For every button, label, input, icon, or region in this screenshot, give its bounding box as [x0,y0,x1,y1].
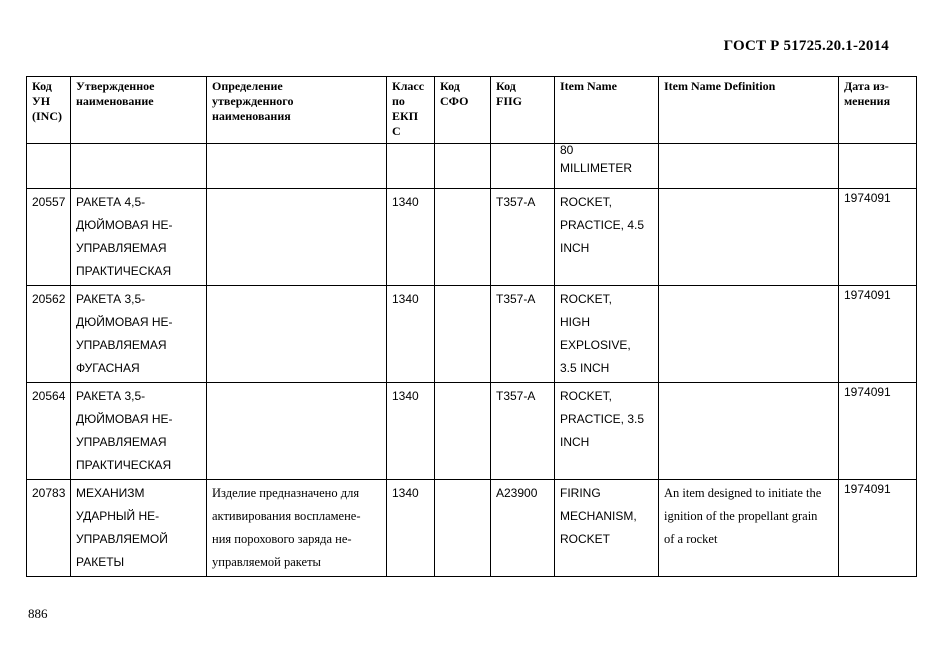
column-header-fiig [491,77,555,144]
definition-cell [207,144,387,189]
sfo-cell [435,286,491,383]
name-cell [71,480,207,577]
column-header-line: утвержденного [212,94,294,108]
column-header-line: Item Name Definition [664,79,776,93]
column-header-line: Определение [212,79,283,93]
column-header-definition [207,77,387,144]
item-name-cell [555,286,659,383]
class-cell: 1340 [387,480,435,577]
cell-line: МЕХАНИЗМ [76,486,145,500]
table-row [27,189,917,286]
cell-line: РАКЕТА 3,5- [76,389,146,403]
cell-line: ROCKET, [560,195,613,209]
cell-line: РАКЕТА 4,5- [76,195,146,209]
item-definition-cell [659,144,839,189]
date-cell: 1974091 [839,286,917,383]
cell-line: EXPLOSIVE, [560,338,631,352]
cell-line: ROCKET, [560,389,613,403]
cell-line: PRACTICE, 4.5 [560,218,645,232]
cell-line: Изделие предназначено для [212,486,360,500]
column-header-line: Код [440,79,460,93]
column-header-sfo [435,77,491,144]
column-header-line: Класс [392,79,425,93]
cell-line: 3.5 INCH [560,361,610,375]
cell-line: УПРАВЛЯЕМОЙ [76,532,168,546]
name-cell [71,144,207,189]
table-row [27,383,917,480]
inc-cell: 20557 [27,189,71,286]
fiig-cell: T357-A [491,189,555,286]
inc-cell: 20562 [27,286,71,383]
column-header-line: Утвержденное [76,79,155,93]
fiig-cell [491,144,555,189]
cell-line: ROCKET, [560,292,613,306]
column-header-item-name [555,77,659,144]
date-cell: 1974091 [839,189,917,286]
inc-cell: 20783 [27,480,71,577]
catalog-table [26,76,917,577]
table-header-row [27,77,917,144]
column-header-line: менения [844,94,891,108]
name-cell [71,286,207,383]
cell-line: 80 [560,143,574,157]
column-header-line: FIIG [496,94,523,108]
cell-line: FIRING [560,486,601,500]
item-definition-cell [659,480,839,577]
definition-cell [207,189,387,286]
column-header-line: наименование [76,94,154,108]
class-cell [387,144,435,189]
sfo-cell [435,189,491,286]
cell-line: ignition of the propellant grain [664,509,818,523]
column-header-line: (INC) [32,109,62,123]
column-header-change-date [839,77,917,144]
cell-line: ПРАКТИЧЕСКАЯ [76,458,172,472]
definition-cell [207,480,387,577]
cell-line: An item designed to initiate the [664,486,822,500]
cell-line: УДАРНЫЙ НЕ- [76,509,160,523]
cell-line: РАКЕТА 3,5- [76,292,146,306]
class-cell: 1340 [387,189,435,286]
fiig-cell: T357-A [491,286,555,383]
column-header-line: Код [32,79,52,93]
cell-line: PRACTICE, 3.5 [560,412,645,426]
item-name-cell [555,383,659,480]
cell-line: ния порохового заряда не- [212,532,352,546]
class-cell: 1340 [387,383,435,480]
name-cell [71,189,207,286]
column-header-line: Дата из- [844,79,889,93]
column-header-name [71,77,207,144]
date-cell [839,144,917,189]
item-definition-cell [659,383,839,480]
inc-cell: 20564 [27,383,71,480]
sfo-cell [435,480,491,577]
cell-line: ДЮЙМОВАЯ НЕ- [76,315,173,329]
cell-line: ROCKET [560,532,611,546]
fiig-cell: T357-A [491,383,555,480]
item-definition-cell [659,286,839,383]
cell-line: ДЮЙМОВАЯ НЕ- [76,412,173,426]
page-number: 886 [28,606,48,621]
cell-line: MILLIMETER [560,161,633,175]
item-name-cell [555,144,659,189]
date-cell: 1974091 [839,480,917,577]
cell-line: УПРАВЛЯЕМАЯ [76,241,167,255]
cell-line: INCH [560,241,590,255]
cell-line: активирования воспламене- [212,509,361,523]
cell-line: РАКЕТЫ [76,555,125,569]
standard-designation: ГОСТ Р 51725.20.1-2014 [723,38,889,54]
cell-line: ПРАКТИЧЕСКАЯ [76,264,172,278]
cell-line: of a rocket [664,532,718,546]
sfo-cell [435,383,491,480]
column-header-line: наименования [212,109,291,123]
item-definition-cell [659,189,839,286]
cell-line: УПРАВЛЯЕМАЯ [76,435,167,449]
item-name-cell [555,480,659,577]
column-header-line: С [392,124,401,138]
fiig-cell: A23900 [491,480,555,577]
table-row [27,286,917,383]
column-header-class [387,77,435,144]
cell-line: управляемой ракеты [212,555,321,569]
cell-line: MECHANISM, [560,509,637,523]
cell-line: HIGH [560,315,590,329]
sfo-cell [435,144,491,189]
cell-line: INCH [560,435,590,449]
name-cell [71,383,207,480]
column-header-line: Код [496,79,516,93]
column-header-line: по [392,94,405,108]
column-header-line: СФО [440,94,469,108]
item-name-cell [555,189,659,286]
class-cell: 1340 [387,286,435,383]
column-header-line: Item Name [560,79,617,93]
column-header-inc [27,77,71,144]
inc-cell [27,144,71,189]
cell-line: ФУГАСНАЯ [76,361,140,375]
cell-line: УПРАВЛЯЕМАЯ [76,338,167,352]
table-row [27,480,917,577]
column-header-line: ЕКП [392,109,419,123]
definition-cell [207,383,387,480]
date-cell: 1974091 [839,383,917,480]
column-header-item-definition [659,77,839,144]
definition-cell [207,286,387,383]
table-row [27,144,917,189]
cell-line: ДЮЙМОВАЯ НЕ- [76,218,173,232]
column-header-line: УН [32,94,51,108]
